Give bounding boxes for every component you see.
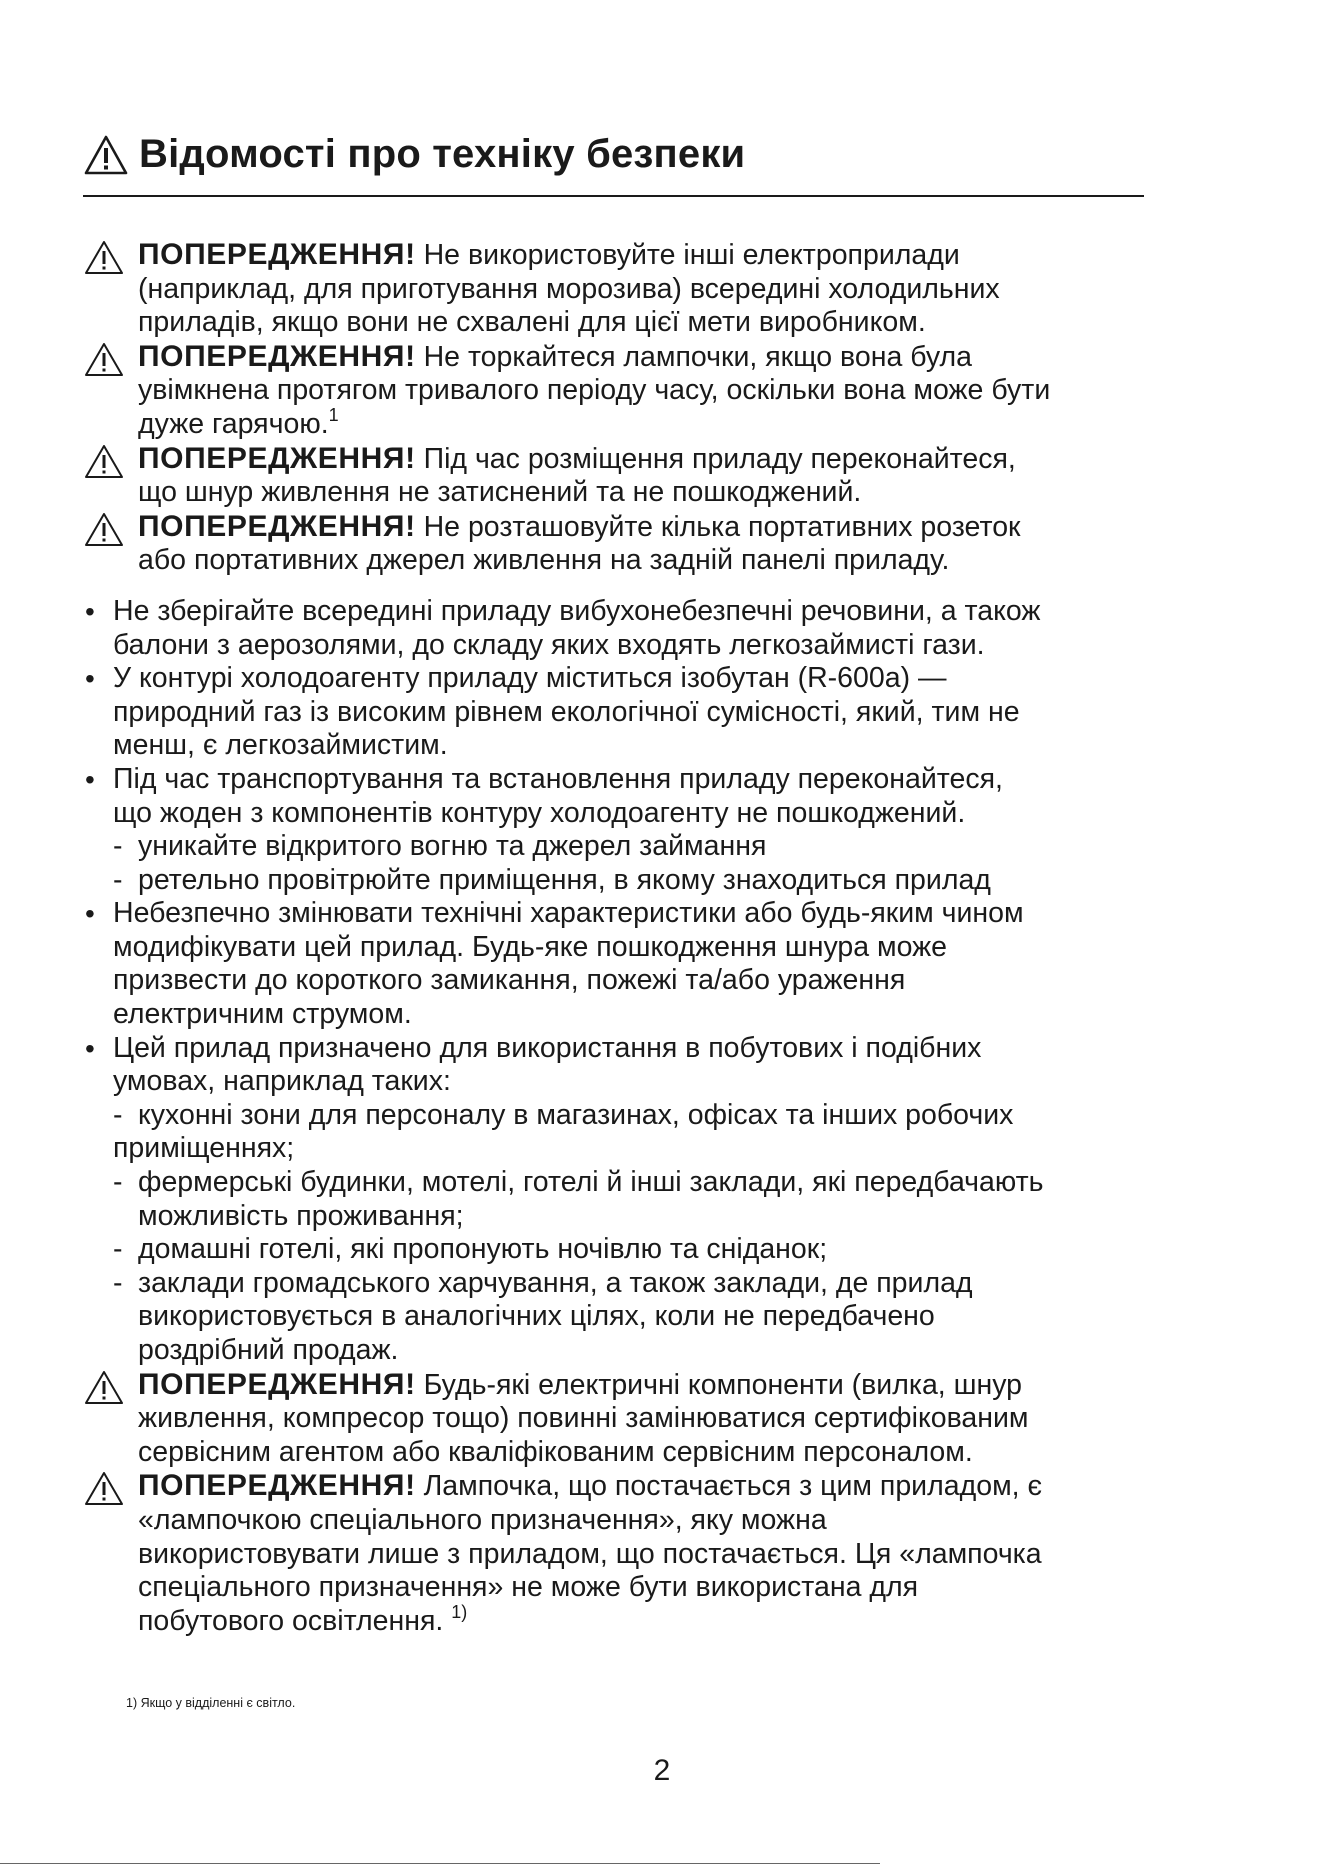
- sub-list-item: - уникайте відкритого вогню та джерел займання: [113, 830, 767, 863]
- warning-label: ПОПЕРЕДЖЕННЯ!: [138, 1367, 416, 1401]
- list-item: • Не зберігайте всередині приладу вибухонебезпечні речовини, а також балони з аерозолями, до складу яких входять легкозаймисті гази.: [85, 594, 1041, 661]
- sub-list-item: - заклади громадського харчування, а також заклади, де прилад використовується в аналогічних цілях, коли не передбачено роздрібний продаж.: [113, 1266, 973, 1366]
- bullet-dot: •: [85, 763, 95, 795]
- warning-block: [83, 238, 1151, 340]
- footnote: 1) Якщо у відділенні є світло.: [126, 1696, 296, 1710]
- sub-list-item-continuation: приміщеннях;: [113, 1132, 295, 1165]
- warning-label: ПОПЕРЕДЖЕННЯ!: [138, 339, 416, 373]
- bullet-list: [83, 595, 1151, 1368]
- list-item: • Небезпечно змінювати технічні характеристики або будь-яким чином модифікувати цей прилад. Будь-яке пошкодження шнура може призвести до короткого замикання, пожежі та/або ураження електричним струмом.: [85, 897, 1024, 1031]
- warning-triangle-icon: [83, 134, 129, 176]
- warning-text: Не торкайтеся лампочки, якщо вона була: [423, 340, 973, 373]
- warning-triangle-icon: [83, 1370, 125, 1406]
- warning-label: ПОПЕРЕДЖЕННЯ!: [138, 441, 416, 475]
- warning-text: використовувати лише з приладом, що постачається. Ця «лампочка: [138, 1537, 1042, 1570]
- warning-block: [83, 510, 1151, 578]
- warning-text: сервісним агентом або кваліфікованим сервісним персоналом.: [138, 1435, 973, 1468]
- bullet-dot: •: [85, 898, 95, 930]
- warning-text: Не використовуйте інші електроприлади: [423, 239, 960, 271]
- warning-text: «лампочкою спеціального призначення», яку можна: [138, 1503, 827, 1536]
- warning-label: ПОПЕРЕДЖЕННЯ!: [138, 1469, 416, 1503]
- warning-text: спеціального призначення» не може бути використана для: [138, 1571, 919, 1604]
- bullet-dot: •: [85, 663, 95, 695]
- warning-text: живлення, компресор тощо) повинні замінюватися сертифікованим: [138, 1402, 1029, 1435]
- title-divider: [83, 195, 1144, 197]
- warning-block: [83, 1469, 1151, 1638]
- section-header: [83, 132, 1143, 177]
- warning-text: (наприклад, для приготування морозива) всередині холодильних: [138, 272, 1000, 305]
- page-number: 2: [653, 1754, 671, 1787]
- warning-text: Лампочка, що постачається з цим приладом, є: [423, 1470, 1043, 1503]
- bullet-dot: •: [85, 1032, 95, 1064]
- warning-text: що шнур живлення не затиснений та не пошкоджений.: [138, 476, 862, 509]
- list-item: • Цей прилад призначено для використання в побутових і подібних умовах, наприклад таких: - кухонні зони для персоналу в магазинах, офісах та інших робочих приміщеннях; - фермерські будинки, мотелі, готелі й інші заклади, які передбачають можливість проживання; - домашні готелі, які пропонують ночівлю та сніданок; - заклади громадського харчування, а також заклади, де прилад використовується в аналогічних цілях, коли не передбачено роздрібний продаж.: [83, 1032, 1151, 1368]
- safety-content: [83, 238, 1151, 1638]
- warning-text: увімкнена протягом тривалого періоду часу, оскільки вона може бути: [138, 374, 1051, 407]
- bullet-dot: •: [85, 595, 95, 627]
- page-title: Відомості про техніку безпеки: [139, 132, 746, 176]
- warning-triangle-icon: [83, 240, 125, 276]
- warning-text: Під час розміщення приладу переконайтеся,: [423, 442, 1016, 475]
- sub-list-item: - ретельно провітрюйте приміщення, в якому знаходиться прилад: [113, 863, 991, 896]
- warning-text: Будь-які електричні компоненти (вилка, шнур: [423, 1368, 1023, 1401]
- sub-list-item: - кухонні зони для персоналу в магазинах, офісах та інших робочих: [113, 1098, 1014, 1131]
- warning-block: [83, 340, 1151, 442]
- bottom-divider: [0, 1863, 880, 1864]
- warning-triangle-icon: [83, 342, 125, 378]
- warning-text: або портативних джерел живлення на задній панелі приладу.: [138, 544, 950, 577]
- warning-text: побутового освітлення.: [138, 1604, 444, 1637]
- warning-triangle-icon: [83, 512, 125, 548]
- warning-text: Не розташовуйте кілька портативних розеток: [423, 510, 1021, 543]
- footnote-ref: 1: [328, 404, 339, 425]
- warning-block: [83, 442, 1151, 510]
- sub-list-item: - фермерські будинки, мотелі, готелі й інші заклади, які передбачають можливість проживання;: [113, 1166, 1044, 1232]
- warning-triangle-icon: [83, 444, 125, 480]
- warning-label: ПОПЕРЕДЖЕННЯ!: [138, 509, 416, 543]
- sub-list-item: - домашні готелі, які пропонують ночівлю та сніданок;: [113, 1233, 828, 1266]
- warning-block: [83, 1368, 1151, 1470]
- warning-text: приладів, якщо вони не схвалені для цієї мети виробником.: [138, 306, 926, 339]
- list-item: • У контурі холодоагенту приладу міститься ізобутан (R-600a) — природний газ із високим рівнем екологічної сумісності, який, тим не менш, є легкозаймистим.: [85, 662, 1020, 762]
- warning-triangle-icon: [83, 1471, 125, 1507]
- list-item: • Під час транспортування та встановлення приладу переконайтеся, що жоден з компонентів контуру холодоагенту не пошкоджений. - уникайте відкритого вогню та джерел займання - ретельно провітрюйте приміщення, в якому знаходиться прилад: [83, 763, 1151, 897]
- warning-label: ПОПЕРЕДЖЕННЯ!: [138, 238, 416, 271]
- warning-text: дуже гарячою.: [138, 407, 329, 440]
- footnote-ref: 1): [451, 1601, 468, 1622]
